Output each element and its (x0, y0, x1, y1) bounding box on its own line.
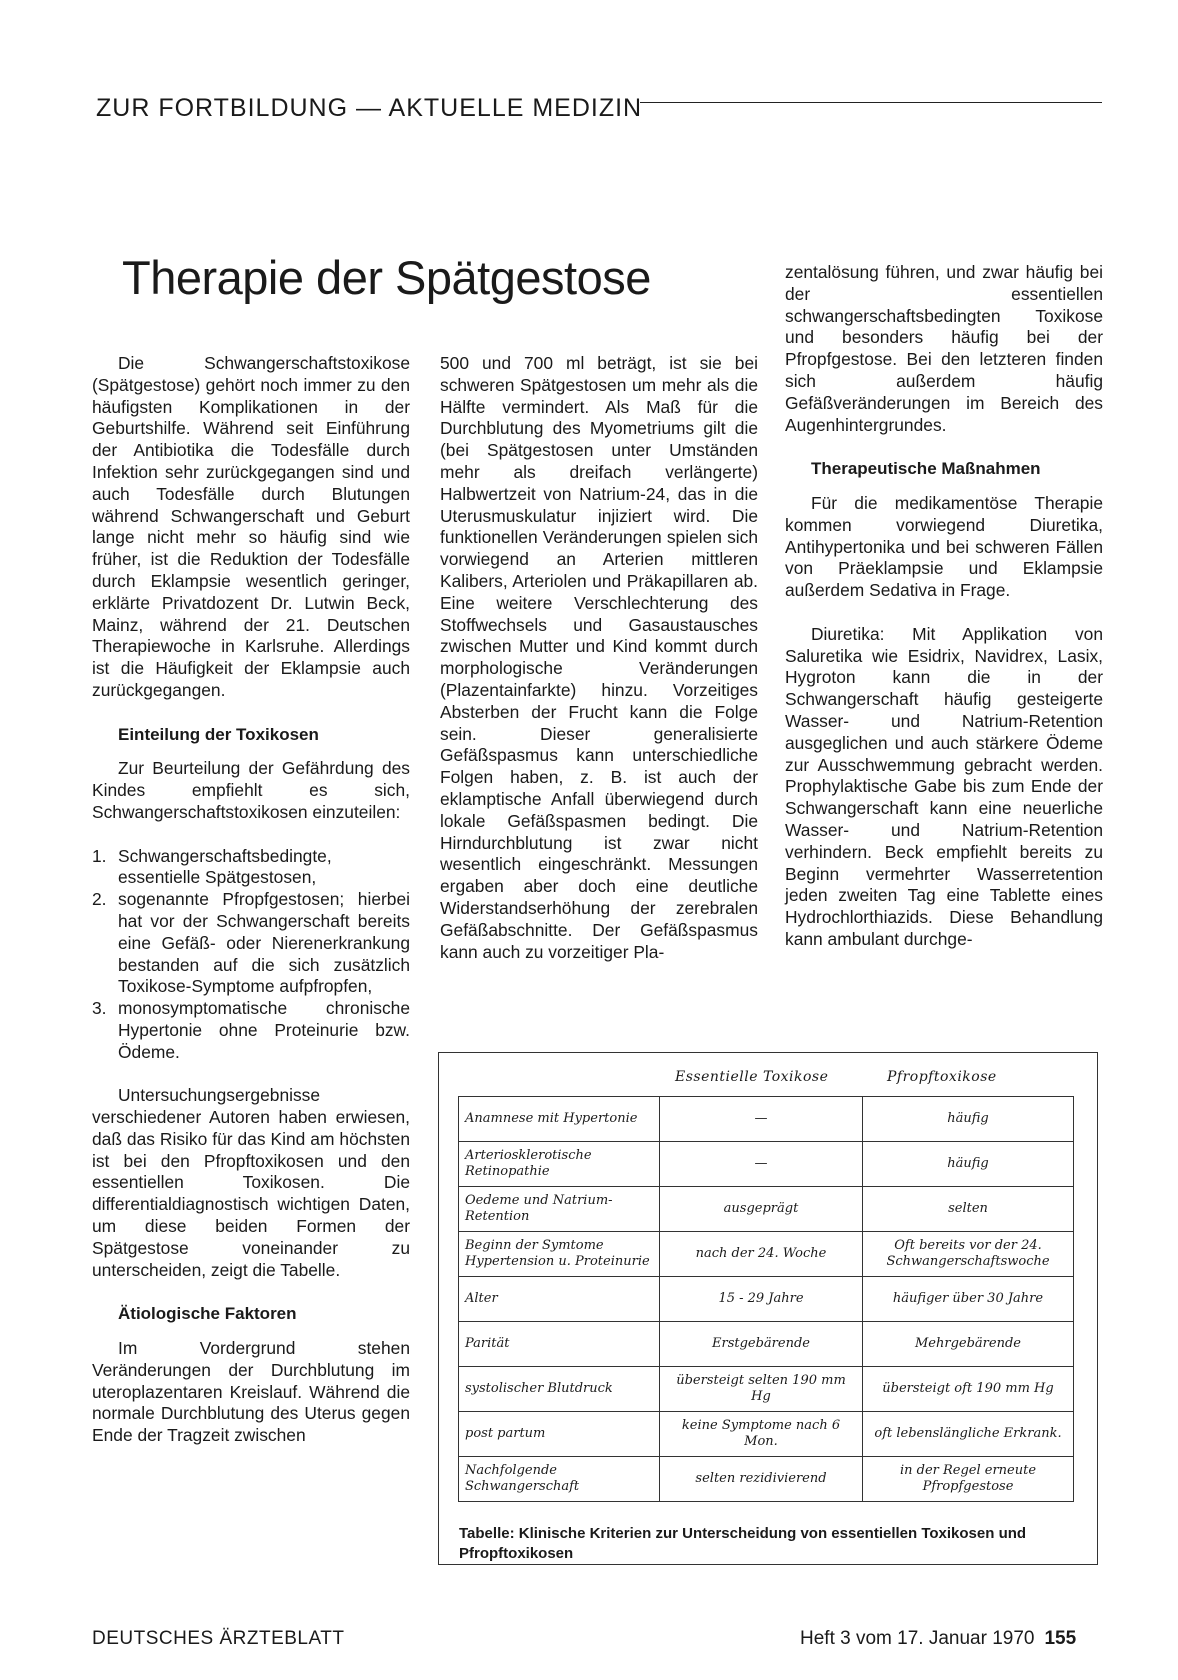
list-number: 3. (92, 998, 107, 1019)
section-kicker: ZUR FORTBILDUNG — AKTUELLE MEDIZIN (96, 94, 643, 122)
table-row (459, 1322, 1074, 1367)
paragraph: Untersuchungsergebnisse verschiedener Autoren haben erwiesen, daß das Risiko für das Kind am höchsten ist bei den Pfropftoxikosen und den essentiellen Toxikosen. Die differentialdiagnostisch wichtigen Daten, um diese beiden Formen der Spätgestose voneinander zu unterscheiden, zeigt die Tabelle. (92, 1085, 410, 1280)
cell-essential: 15 - 29 Jahre (660, 1277, 863, 1322)
issue-footer (800, 1628, 1076, 1650)
cell-pfropf: häufig (863, 1097, 1074, 1142)
paragraph: Im Vordergrund stehen Veränderungen der Durchblutung im uteroplazentaren Kreislauf. Während die normale Durchblutung des Uterus gegen Ende der Tragzeit zwischen (92, 1338, 410, 1446)
column-2 (440, 353, 758, 985)
row-label: Oedeme und Natrium-Retention (459, 1187, 660, 1232)
cell-essential: keine Symptome nach 6 Mon. (660, 1412, 863, 1457)
cell-essential: Erstgebärende (660, 1322, 863, 1367)
table-row (459, 1457, 1074, 1502)
table-row (459, 1097, 1074, 1142)
table-row (459, 1142, 1074, 1187)
page-number: 155 (1044, 1628, 1077, 1649)
list-text: monosymptomatische chronische Hypertonie ohne Proteinurie bzw. Ödeme. (118, 998, 410, 1062)
cell-pfropf: Oft bereits vor der 24. Schwangerschaftswoche (863, 1232, 1074, 1277)
list-number: 1. (92, 845, 107, 866)
paragraph: Die Schwangerschaftstoxikose (Spätgestose) gehört noch immer zu den häufigsten Komplikationen in der Geburtshilfe. Während seit Einführung der Antibiotika die Todesfälle durch Infektion sehr zurückgegangen sind und auch Todesfälle durch Blutungen während Schwangerschaft und Geburt lange nicht mehr so häufig sind wie früher, ist die Reduktion der Todesfälle durch Eklampsie wesentlich geringer, erklärte Privatdozent Dr. Lutwin Beck, Mainz, während der 21. Deutschen Therapiewoche in Karlsruhe. Allerdings ist die Häufigkeit der Eklampsie auch zurückgegangen. (92, 353, 410, 700)
list-item (92, 998, 410, 1063)
row-label: Beginn der Symtome Hypertension u. Proteinurie (459, 1232, 660, 1277)
paragraph: zentalösung führen, und zwar häufig bei der essentiellen schwangerschaftsbedingten Toxikose und besonders häufig bei der Pfropfgestose. Bei den letzteren finden sich außerdem häufig Gefäßveränderungen im Bereich des Augenhintergrundes. (785, 262, 1103, 435)
classification-list (92, 846, 410, 1064)
header-rule (640, 102, 1102, 103)
cell-pfropf: oft lebenslängliche Erkrank. (863, 1412, 1074, 1457)
cell-pfropf: selten (863, 1187, 1074, 1232)
cell-essential: übersteigt selten 190 mm Hg (660, 1367, 863, 1412)
cell-essential: selten rezidivierend (660, 1457, 863, 1502)
cell-pfropf: häufiger über 30 Jahre (863, 1277, 1074, 1322)
column-3 (785, 262, 1103, 973)
cell-essential: nach der 24. Woche (660, 1232, 863, 1277)
cell-essential: — (660, 1142, 863, 1187)
row-label: systolischer Blutdruck (459, 1367, 660, 1412)
row-label: Parität (459, 1322, 660, 1367)
row-label: post partum (459, 1412, 660, 1457)
paragraph: Für die medikamentöse Therapie kommen vorwiegend Diuretika, Antihypertonika und bei schweren Fällen von Präeklampsie und Eklampsie außerdem Sedativa in Frage. (785, 492, 1103, 601)
column-1 (92, 353, 410, 1469)
list-item (92, 889, 410, 998)
table-header-essential: Essentielle Toxikose (675, 1069, 829, 1085)
cell-pfropf: Mehrgebärende (863, 1322, 1074, 1367)
article-title: Therapie der Spätgestose (122, 251, 651, 304)
criteria-table-box (438, 1052, 1098, 1565)
table-row (459, 1277, 1074, 1322)
subheading-therapie: Therapeutische Maßnahmen (811, 459, 1041, 479)
table-row (459, 1367, 1074, 1412)
row-label: Anamnese mit Hypertonie (459, 1097, 660, 1142)
row-label: Alter (459, 1277, 660, 1322)
list-item (92, 846, 410, 890)
journal-name: DEUTSCHES ÄRZTEBLATT (92, 1628, 345, 1649)
list-text: Schwangerschaftsbedingte, essentielle Spätgestosen, (118, 845, 332, 888)
table-header-pfropf: Pfropftoxikose (887, 1069, 997, 1085)
subheading-einteilung: Einteilung der Toxikosen (118, 724, 319, 744)
list-text: sogenannte Pfropfgestosen; hierbei hat vor der Schwangerschaft bereits eine Gefäß- oder Nierenerkrankung bestanden auf die sich zusätzlich Toxikose-Symptome aufpfropfen, (118, 889, 410, 997)
list-number: 2. (92, 889, 107, 910)
row-label: Nachfolgende Schwangerschaft (459, 1457, 660, 1502)
row-label: Arteriosklerotische Retinopathie (459, 1142, 660, 1187)
cell-pfropf: in der Regel erneute Pfropfgestose (863, 1457, 1074, 1502)
table-row (459, 1412, 1074, 1457)
table-caption: Tabelle: Klinische Kriterien zur Unterscheidung von essentiellen Toxikosen und Pfropftoxikosen (459, 1525, 1027, 1562)
criteria-table (458, 1096, 1074, 1502)
paragraph: 500 und 700 ml beträgt, ist sie bei schweren Spätgestosen um mehr als die Hälfte vermindert. Als Maß für die Durchblutung des Myometriums gilt die (bei Spätgestosen unter Umständen mehr als dreifach verlängerte) Halbwertzeit von Natrium-24, das in die Uterusmuskulatur injiziert wird. Die funktionellen Veränderungen spielen sich vorwiegend an Arterien mittleren Kalibers, Arteriolen und Präkapillaren ab. Eine weitere Verschlechterung des Stoffwechsels und Gasaustausches zwischen Mutter und Kind kommt durch morphologische Veränderungen (Plazentainfarkte) hinzu. Vorzeitiges Absterben der Frucht kann die Folge sein. Dieser generalisierte Gefäßspasmus kann unterschiedliche Folgen haben, z. B. ist auch der eklamptische Anfall überwiegend durch lokale Gefäßspasmen bedingt. Die Hirndurchblutung ist zwar nicht wesentlich eingeschränkt. Messungen ergaben aber doch eine deutliche Widerstandserhöhung der zerebralen Gefäßabschnitte. Der Gefäßspasmus kann auch zu vorzeitiger Pla- (440, 353, 758, 962)
cell-essential: ausgeprägt (660, 1187, 863, 1232)
cell-pfropf: häufig (863, 1142, 1074, 1187)
issue-date: Heft 3 vom 17. Januar 1970 (800, 1628, 1035, 1649)
subheading-aetiologie: Ätiologische Faktoren (118, 1304, 297, 1324)
paragraph: Diuretika: Mit Applikation von Saluretika wie Esidrix, Navidrex, Lasix, Hygroton kann die in der Schwangerschaft häufig gesteigerte Wasser- und Natrium-Retention ausgeglichen und auch stärkere Ödeme zur Ausschwemmung gebracht werden. Prophylaktische Gabe bis zum Ende der Schwangerschaft kann eine neuerliche Wasser- und Natrium-Retention verhindern. Beck empfiehlt bereits zu Beginn vermehrter Wasserretention jeden zweiten Tag eine Tablette eines Hydrochlorthiazids. Diese Behandlung kann ambulant durchge- (785, 623, 1103, 949)
cell-essential: — (660, 1097, 863, 1142)
table-row (459, 1187, 1074, 1232)
cell-pfropf: übersteigt oft 190 mm Hg (863, 1367, 1074, 1412)
table-row (459, 1232, 1074, 1277)
paragraph: Zur Beurteilung der Gefährdung des Kindes empfiehlt es sich, Schwangerschaftstoxikosen einzuteilen: (92, 758, 410, 822)
